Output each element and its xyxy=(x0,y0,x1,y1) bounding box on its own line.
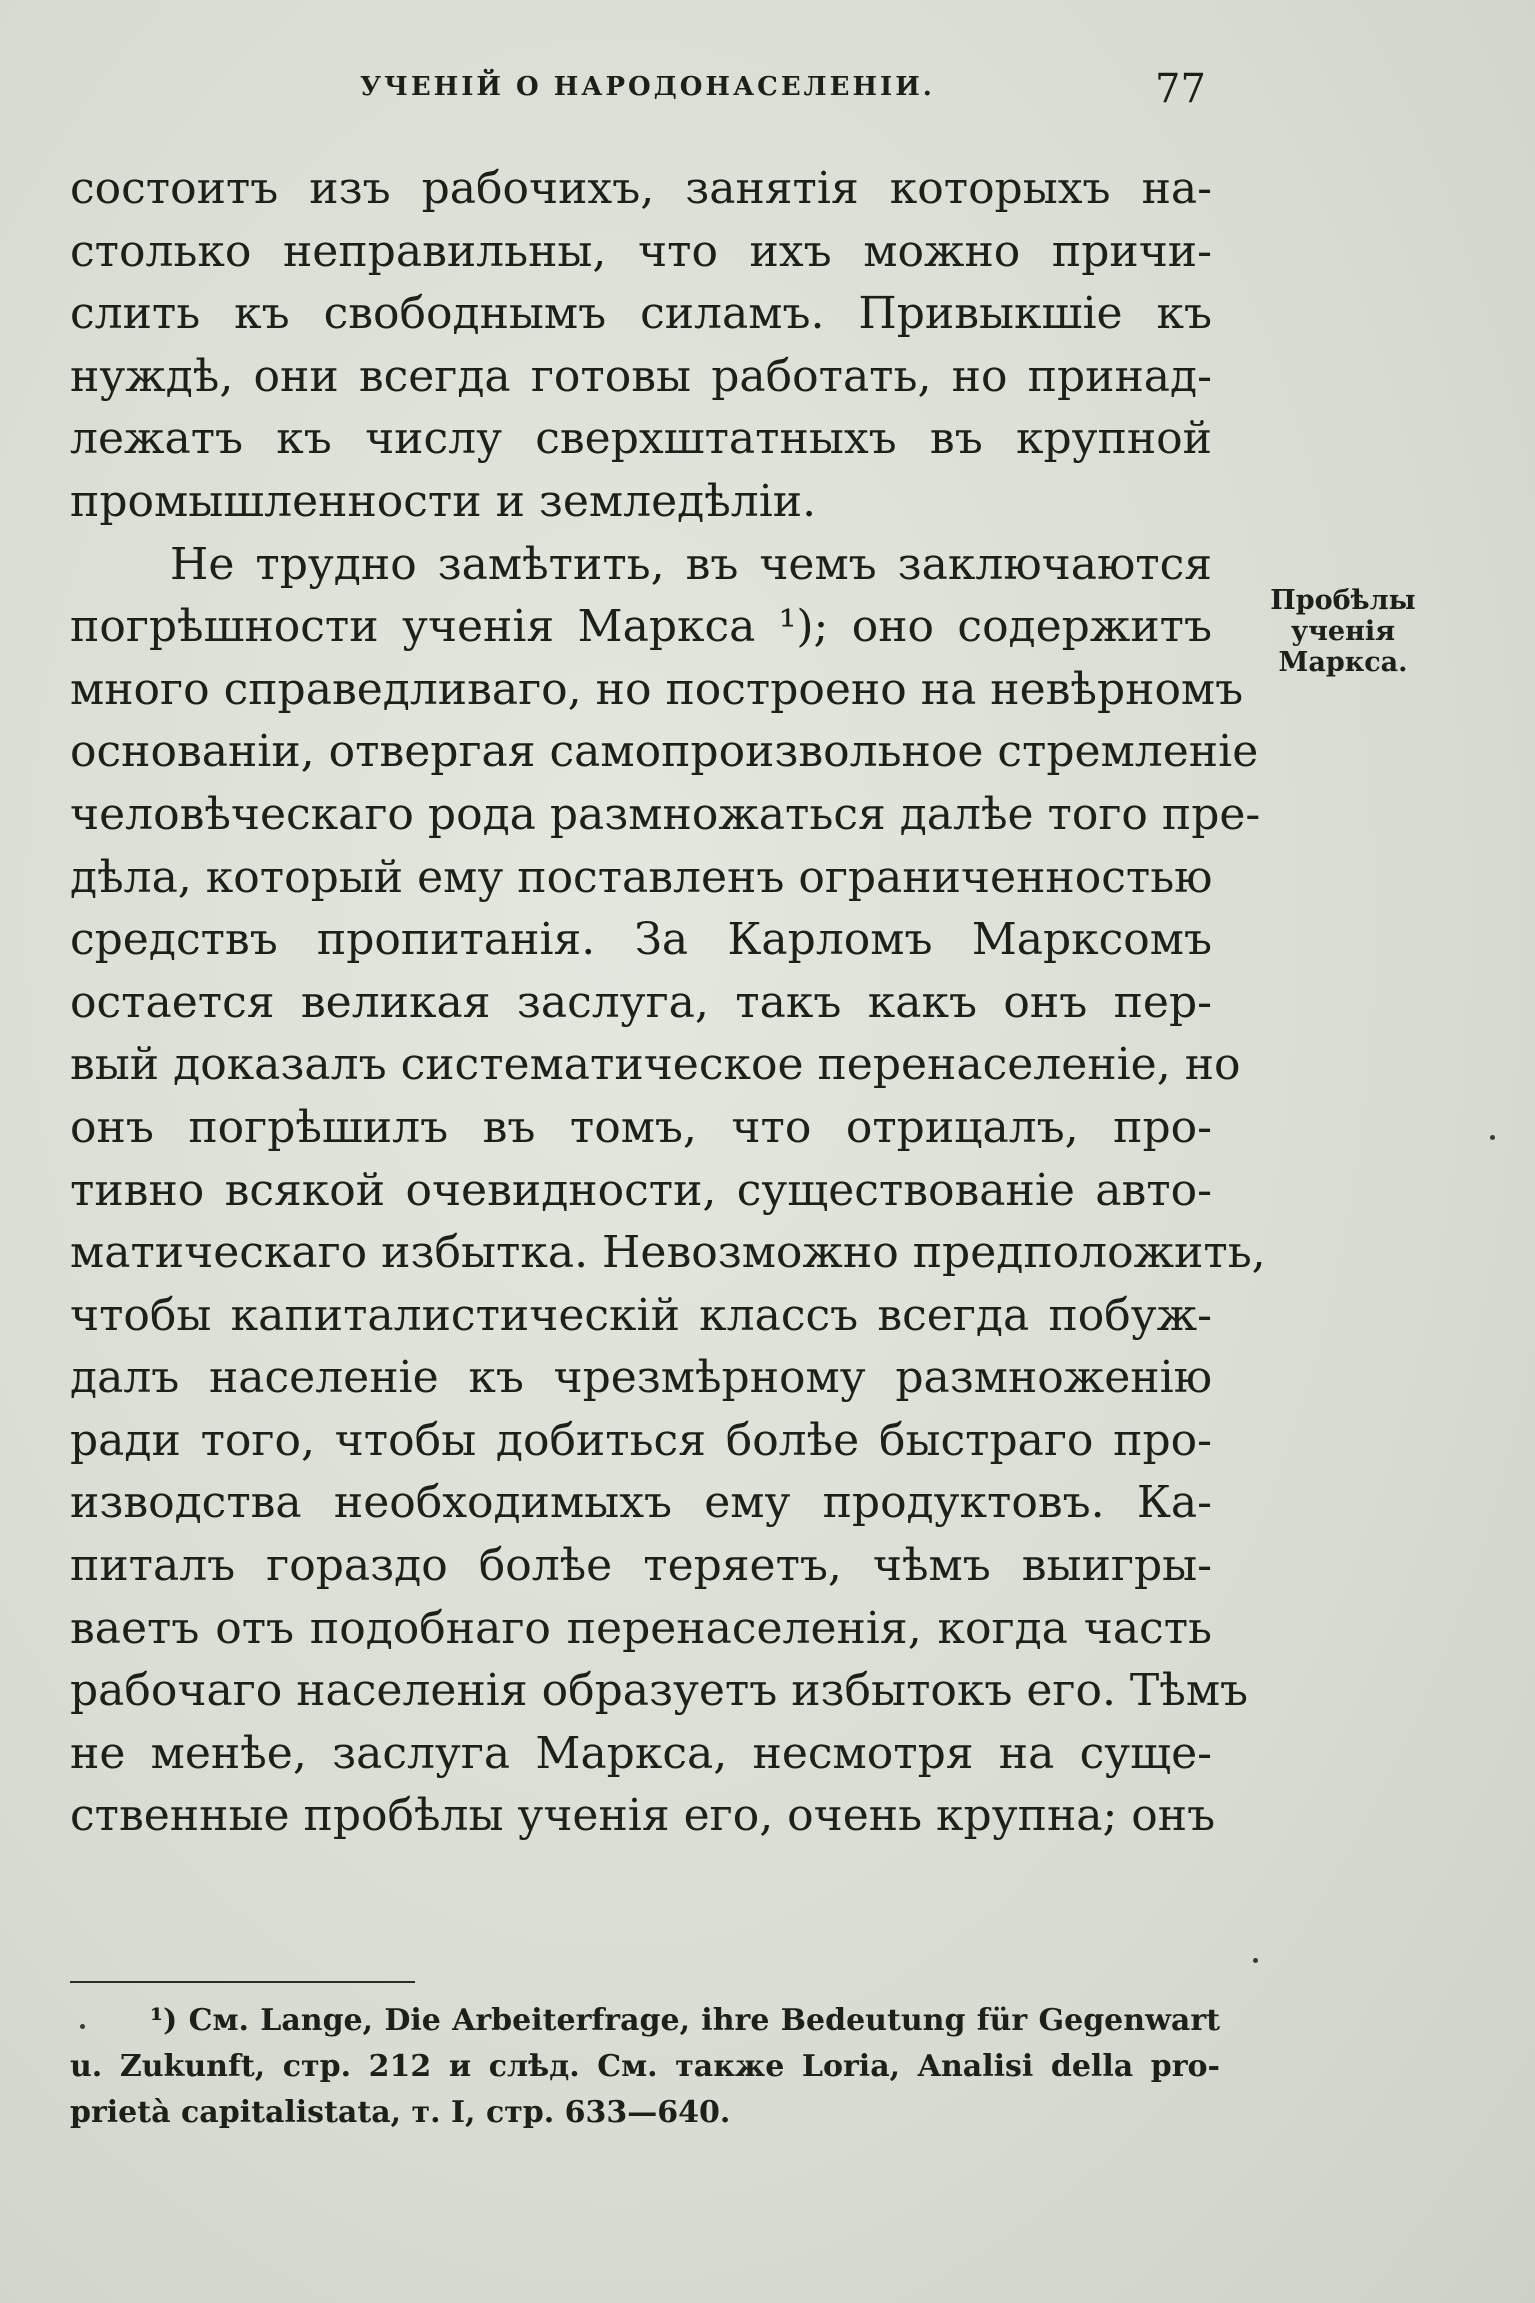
text-line: промышленности и земледѣліи. xyxy=(70,475,817,527)
text-line: ственные пробѣлы ученія его, очень крупна; онъ xyxy=(70,1790,1216,1842)
margin-note-line: Пробѣлы xyxy=(1270,585,1416,616)
running-title: УЧЕНІЙ О НАРОДОНАСЕЛЕНІИ. xyxy=(360,72,935,102)
paper-speck xyxy=(80,2024,85,2029)
text-line: столько неправильны, что ихъ можно причи- xyxy=(70,225,1212,277)
text-line: погрѣшности ученія Маркса ¹); оно содержитъ xyxy=(70,601,1212,653)
footnote-line: ¹) См. Lange, Die Arbeiterfrage, ihre Bedeutung für Gegenwart xyxy=(150,2003,1220,2038)
text-line: много справедливаго, но построено на невѣрномъ xyxy=(70,663,1244,715)
text-line: чтобы капиталистическій классъ всегда побуж- xyxy=(70,1289,1212,1341)
text-line: вый доказалъ систематическое перенаселеніе, но xyxy=(70,1039,1241,1091)
margin-note xyxy=(1258,585,1428,678)
text-line: тивно всякой очевидности, существованіе авто- xyxy=(70,1164,1212,1216)
page-number: 77 xyxy=(1155,66,1206,112)
footnote-line: prietà capitalistata, т. I, стр. 633—640. xyxy=(70,2095,731,2130)
text-line: изводства необходимыхъ ему продуктовъ. Ка- xyxy=(70,1477,1212,1529)
text-line: Не трудно замѣтить, въ чемъ заключаются xyxy=(170,538,1212,590)
text-line: дѣла, который ему поставленъ ограниченностью xyxy=(70,851,1213,903)
text-line: далъ населеніе къ чрезмѣрному размноженію xyxy=(70,1352,1212,1404)
text-line: не менѣе, заслуга Маркса, несмотря на суще- xyxy=(70,1727,1212,1779)
text-line: ради того, чтобы добиться болѣе быстраго про- xyxy=(70,1414,1212,1466)
paper-speck xyxy=(1253,1958,1258,1963)
text-line: рабочаго населенія образуетъ избытокъ его. Тѣмъ xyxy=(70,1665,1249,1717)
text-line: человѣческаго рода размножаться далѣе того пре- xyxy=(70,788,1261,840)
body-text xyxy=(70,158,1266,1848)
text-line: средствъ пропитанія. За Карломъ Марксомъ xyxy=(70,914,1212,966)
text-line: онъ погрѣшилъ въ томъ, что отрицалъ, про- xyxy=(70,1101,1212,1153)
margin-note-line: Маркса. xyxy=(1278,647,1408,678)
footnote-rule xyxy=(70,1981,415,1983)
footnote xyxy=(70,1998,1220,2136)
text-line: питалъ гораздо болѣе теряетъ, чѣмъ выигры- xyxy=(70,1540,1212,1592)
text-line: основаніи, отвергая самопроизвольное стремленіе xyxy=(70,726,1259,778)
text-line: лежатъ къ числу сверхштатныхъ въ крупной xyxy=(70,413,1212,465)
text-line: состоитъ изъ рабочихъ, занятія которыхъ на- xyxy=(70,163,1212,214)
text-line: остается великая заслуга, такъ какъ онъ пер- xyxy=(70,976,1212,1028)
footnote-line: u. Zukunft, стр. 212 и слѣд. См. также Loria, Analisi della pro- xyxy=(70,2049,1220,2084)
paper-speck xyxy=(1490,1135,1495,1140)
text-line: слить къ свободнымъ силамъ. Привыкшіе къ xyxy=(70,288,1212,340)
text-line: нуждѣ, они всегда готовы работать, но принад- xyxy=(70,350,1212,402)
margin-note-line: ученія xyxy=(1290,616,1396,647)
text-line: матическаго избытка. Невозможно предположить, xyxy=(70,1227,1266,1279)
text-line: ваетъ отъ подобнаго перенаселенія, когда часть xyxy=(70,1602,1212,1654)
